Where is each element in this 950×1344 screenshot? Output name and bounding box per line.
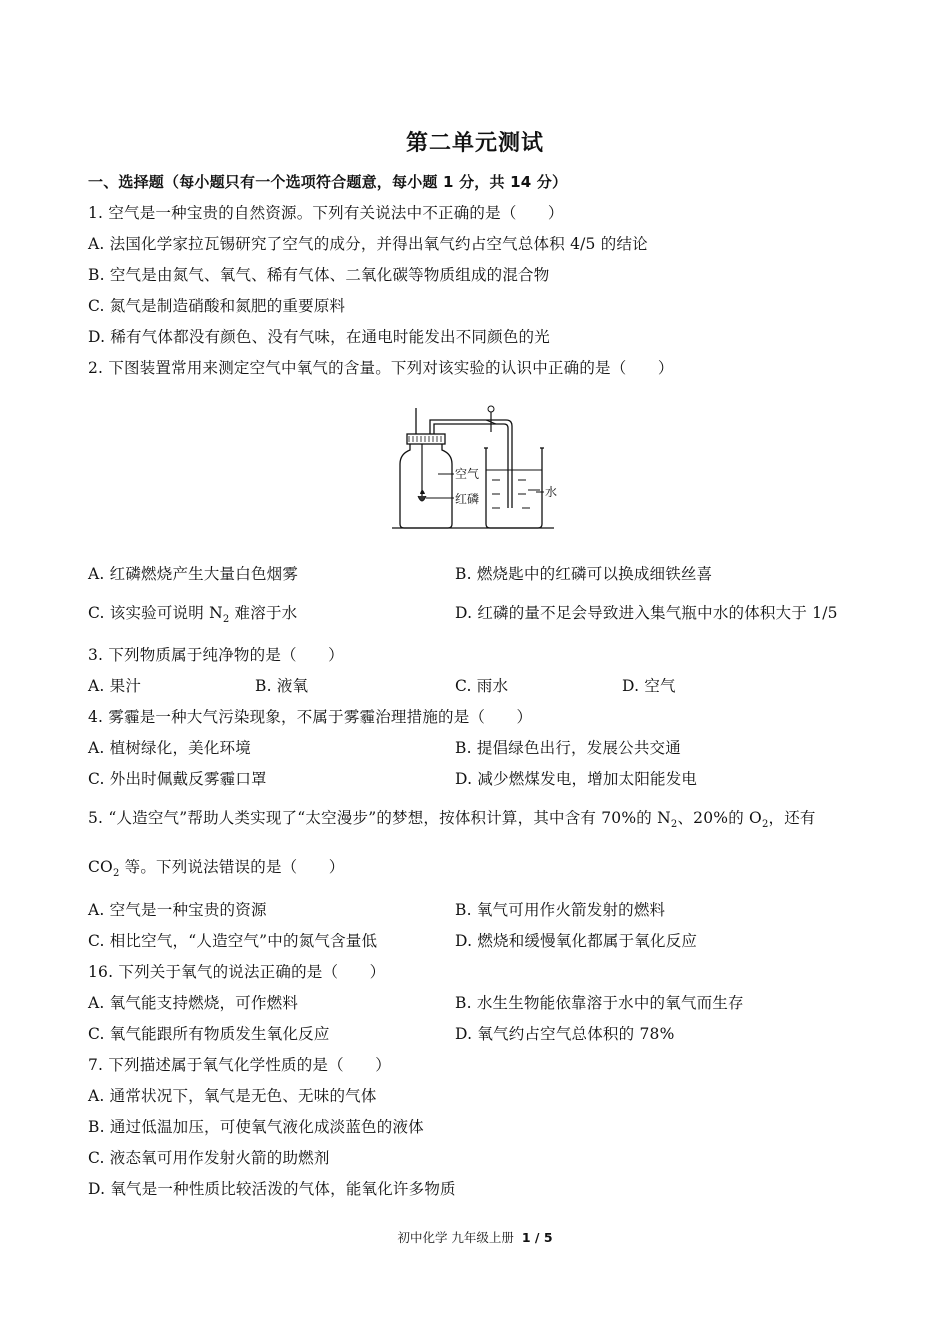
q5-stem-part: 等。下列说法错误的是（ ） (119, 858, 345, 876)
q7-stem: 7. 下列描述属于氧气化学性质的是（ ） (88, 1056, 391, 1074)
q2-option-a: A. 红磷燃烧产生大量白色烟雾 (88, 565, 299, 583)
q2-option-b: B. 燃烧匙中的红磷可以换成细铁丝喜 (455, 565, 713, 583)
q7-option-d: D. 氧气是一种性质比较活泼的气体，能氧化许多物质 (88, 1180, 456, 1198)
subscript: 2 (761, 819, 769, 830)
red-phosphorus (420, 490, 425, 494)
combustion-spoon (418, 496, 426, 501)
subscript: 2 (112, 868, 120, 879)
q5-option-c: C. 相比空气，“人造空气”中的氮气含量低 (88, 932, 378, 950)
q4-option-b: B. 提倡绿色出行，发展公共交通 (455, 739, 681, 757)
footer-text: 初中化学 九年级上册 (397, 1230, 514, 1245)
q3-option-c: C. 雨水 (455, 677, 509, 695)
q2-option-c-text-end: 难溶于水 (229, 604, 298, 622)
oxygen-measurement-apparatus-figure (378, 398, 578, 534)
q5-stem-part: 、20%的 O (677, 809, 762, 827)
q4-option-d: D. 减少燃煤发电，增加太阳能发电 (455, 770, 698, 788)
page-number: 1 / 5 (521, 1230, 553, 1245)
q6-option-b: B. 水生生物能依靠溶于水中的氧气而生存 (455, 994, 744, 1012)
q2-option-c-text: C. 该实验可说明 N (88, 604, 223, 622)
q5-stem-part: 5. “人造空气”帮助人类实现了“太空漫步”的梦想，按体积计算，其中含有 70%的 N (88, 809, 671, 827)
q5-stem-part: ，还有 (768, 809, 816, 827)
q2-option-c (88, 603, 297, 626)
q6-option-a: A. 氧气能支持燃烧，可作燃料 (88, 994, 299, 1012)
q5-stem-line2 (88, 857, 344, 880)
q4-stem: 4. 雾霾是一种大气污染现象，不属于雾霾治理措施的是（ ） (88, 708, 533, 726)
beaker (486, 448, 542, 528)
q6-option-c: C. 氧气能跟所有物质发生氧化反应 (88, 1025, 330, 1043)
figure-label-water: 水 (545, 485, 558, 499)
q3-option-a: A. 果汁 (88, 677, 142, 695)
figure-label-air: 空气 (455, 467, 480, 481)
q5-option-a: A. 空气是一种宝贵的资源 (88, 901, 267, 919)
gas-bottle (400, 442, 452, 528)
q7-option-a: A. 通常状况下，氧气是无色、无味的气体 (88, 1087, 377, 1105)
q3-option-b: B. 液氧 (255, 677, 309, 695)
q2-option-d: D. 红磷的量不足会导致进入集气瓶中水的体积大于 1/5 (455, 604, 838, 622)
q7-option-b: B. 通过低温加压，可使氧气液化成淡蓝色的液体 (88, 1118, 424, 1136)
q1-option-c: C. 氮气是制造硝酸和氮肥的重要原料 (88, 297, 346, 315)
q6-option-d: D. 氧气约占空气总体积的 78% (455, 1025, 675, 1043)
subscript: 2 (670, 819, 678, 830)
page-footer (0, 1228, 950, 1246)
q3-stem: 3. 下列物质属于纯净物的是（ ） (88, 646, 344, 664)
q4-option-a: A. 植树绿化，美化环境 (88, 739, 251, 757)
q4-option-c: C. 外出时佩戴反雾霾口罩 (88, 770, 267, 788)
q5-option-b: B. 氧气可用作火箭发射的燃料 (455, 901, 666, 919)
q1-option-d: D. 稀有气体都没有颜色、没有气味，在通电时能发出不同颜色的光 (88, 328, 550, 346)
section-heading: 一、选择题（每小题只有一个选项符合题意，每小题 1 分，共 14 分） (88, 173, 568, 191)
q6-stem: 16. 下列关于氧气的说法正确的是（ ） (88, 963, 386, 981)
q1-option-a: A. 法国化学家拉瓦锡研究了空气的成分，并得出氧气约占空气总体积 4/5 的结论 (88, 235, 648, 253)
q1-stem: 1. 空气是一种宝贵的自然资源。下列有关说法中不正确的是（ ） (88, 204, 564, 222)
q7-option-c: C. 液态氧可用作发射火箭的助燃剂 (88, 1149, 330, 1167)
q5-stem (88, 808, 816, 831)
subscript: 2 (222, 614, 230, 625)
page-title: 第二单元测试 (405, 131, 544, 156)
q5-option-d: D. 燃烧和缓慢氧化都属于氧化反应 (455, 932, 698, 950)
q1-option-b: B. 空气是由氮气、氧气、稀有气体、二氧化碳等物质组成的混合物 (88, 266, 550, 284)
q2-stem: 2. 下图装置常用来测定空气中氧气的含量。下列对该实验的认识中正确的是（ ） (88, 359, 674, 377)
figure-label-red-phosphorus: 红磷 (455, 492, 480, 506)
q3-option-d: D. 空气 (622, 677, 676, 695)
q5-stem-part: CO (88, 858, 113, 876)
